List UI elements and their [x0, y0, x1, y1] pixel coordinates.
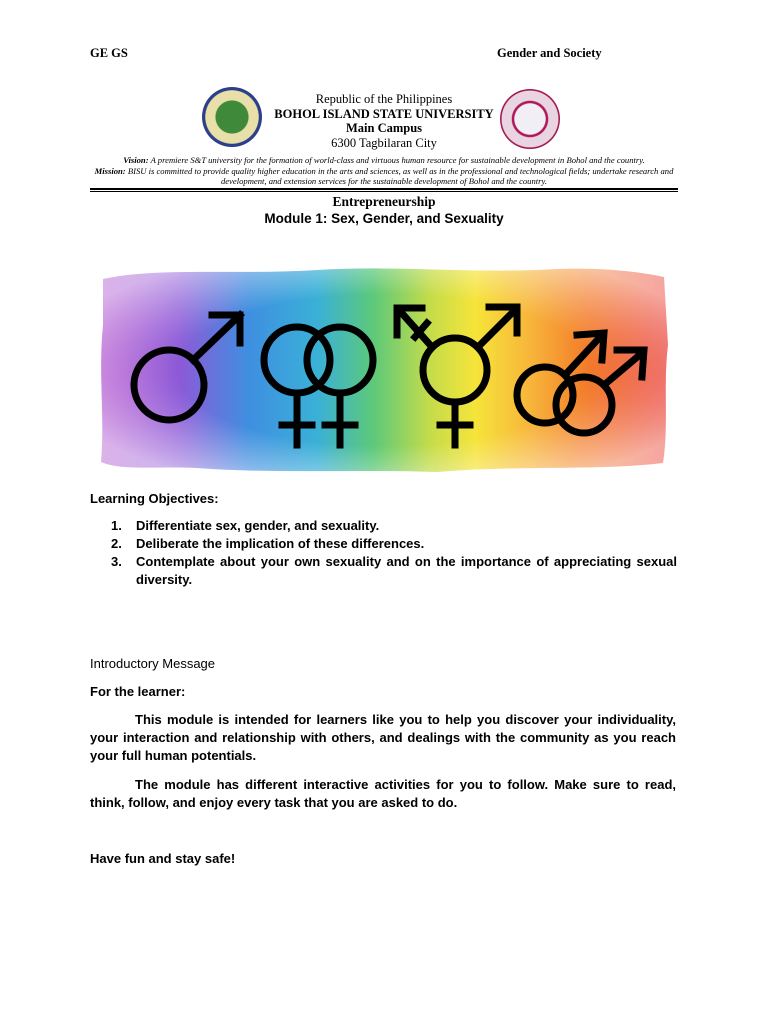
- objectives-heading: Learning Objectives:: [90, 491, 219, 506]
- university-name: BOHOL ISLAND STATE UNIVERSITY: [274, 106, 494, 121]
- for-learner-label: For the learner:: [90, 684, 186, 699]
- republic-line: Republic of the Philippines: [315, 92, 453, 106]
- intro-paragraph-1: This module is intended for learners like you to help you discover your individuality, your interaction and relationship with others, and dealings with the community as you reach your full human potentials.: [90, 712, 676, 763]
- list-item: [111, 553, 677, 589]
- vision-mission: [88, 155, 680, 187]
- header-divider: [90, 188, 678, 190]
- list-item: [111, 535, 677, 553]
- institution-block: [240, 92, 528, 150]
- university-address: 6300 Tagbilaran City: [331, 135, 437, 150]
- intro-heading: Introductory Message: [90, 656, 216, 671]
- list-item: [111, 517, 677, 535]
- list-item-text: Contemplate about your own sexuality and on the importance of appreciating sexual diversity.: [136, 554, 677, 587]
- header-course-code: GE GS: [90, 46, 128, 60]
- vision-label: Vision:: [123, 155, 149, 165]
- gender-symbols-banner: [97, 265, 670, 475]
- list-item-text: Deliberate the implication of these differences.: [136, 536, 425, 551]
- mission-text: BISU is committed to provide quality higher education in the arts and sciences, as well as in the professional and technological fields; undertake research and development, and extension services for the sustainable development of Bohol and the country.: [127, 165, 674, 186]
- closing-line: Have fun and stay safe!: [90, 851, 236, 866]
- list-item-number: 3.: [111, 554, 122, 569]
- mission-label: Mission:: [94, 165, 126, 176]
- vision-text: A premiere S&T university for the formation of world-class and virtuous human resource for sustainable development in Bohol and the country.: [150, 155, 645, 165]
- objectives-list: [111, 517, 677, 589]
- module-title: Module 1: Sex, Gender, and Sexuality: [264, 211, 504, 226]
- subject-title: Entrepreneurship: [332, 194, 436, 209]
- header-divider-thin: [90, 191, 678, 192]
- list-item-number: 1.: [111, 518, 122, 533]
- intro-paragraph-2: The module has different interactive activities for you to follow. Make sure to read, think, follow, and enjoy every task that you are asked to do.: [90, 777, 676, 810]
- header-course-title: Gender and Society: [497, 46, 602, 60]
- list-item-number: 2.: [111, 536, 122, 551]
- campus-name: Main Campus: [345, 121, 423, 135]
- list-item-text: Differentiate sex, gender, and sexuality.: [136, 518, 380, 533]
